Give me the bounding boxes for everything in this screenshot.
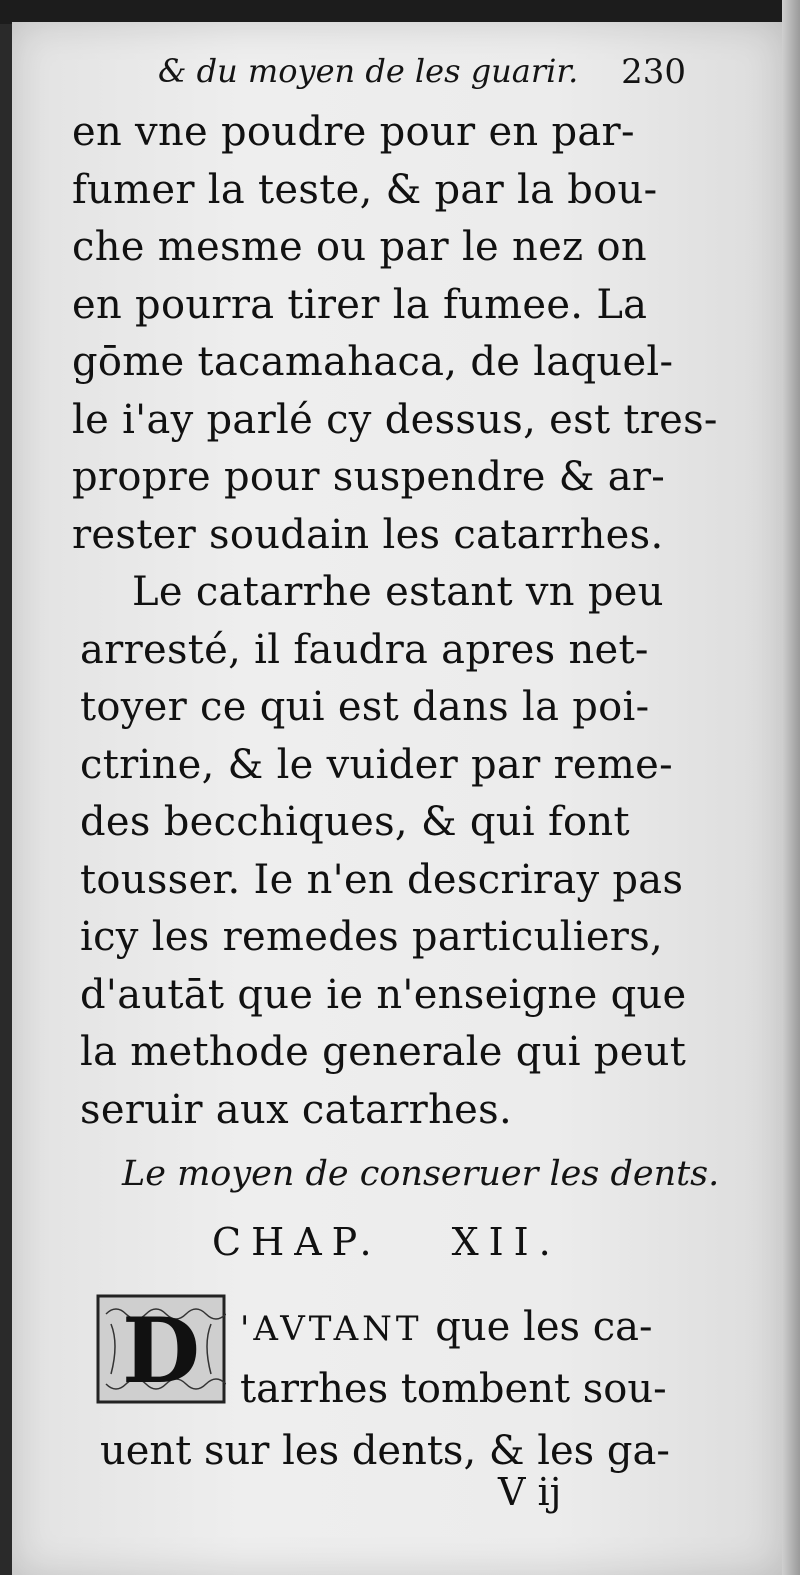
text-line: seruir aux catarrhes. <box>80 1086 512 1133</box>
smallcaps-opening: 'AVTANT <box>240 1309 423 1349</box>
section-heading: Le moyen de conseruer les dents. <box>122 1154 720 1194</box>
paragraph-2 <box>72 564 722 1139</box>
text-line: en vne poudre pour en par- <box>72 109 635 155</box>
body-text <box>72 104 722 1139</box>
text-line: che mesme ou par le nez on <box>72 224 647 270</box>
text-line <box>100 1296 750 1358</box>
text-line: toyer ce qui est dans la poi- <box>80 684 650 730</box>
chapter-word: CHAP. <box>212 1220 382 1264</box>
text-line: le i'ay parlé cy dessus, est tres- <box>72 396 718 443</box>
chapter-number: XII. <box>451 1220 561 1264</box>
svg-text:D: D <box>121 1298 201 1404</box>
running-title: & du moyen de les guarir. <box>158 52 579 90</box>
text-line: Le catarrhe estant vn peu <box>132 569 664 615</box>
text-line: uent sur les dents, & les ga- <box>100 1428 670 1474</box>
text-line: d'autāt que ie n'enseigne que <box>80 971 687 1018</box>
text-line: ctrine, & le vuider par reme- <box>80 741 673 788</box>
text-line: en pourra tirer la fumee. La <box>72 281 648 328</box>
text-line: propre pour suspendre & ar- <box>72 454 666 500</box>
page-number: 230 <box>621 52 686 92</box>
paragraph-1 <box>72 104 722 564</box>
text-line: rester soudain les catarrhes. <box>72 511 664 558</box>
text-line: arresté, il faudra apres net- <box>80 626 649 673</box>
page-right-edge <box>782 0 800 1575</box>
page-top-edge <box>0 0 800 24</box>
text-line: gōme tacamahaca, de laquel- <box>72 339 674 385</box>
signature-mark: V ij <box>498 1470 562 1514</box>
text-line: fumer la teste, & par la bou- <box>72 166 658 213</box>
text-line: tousser. Ie n'en descriray pas <box>80 856 684 903</box>
text-line: icy les remedes particuliers, <box>80 914 664 960</box>
text-fragment: que les ca- <box>422 1304 653 1350</box>
running-header <box>158 52 698 90</box>
text-line: des becchiques, & qui font <box>80 799 630 845</box>
chapter-label <box>212 1220 712 1264</box>
text-line: tarrhes tombent sou- <box>240 1366 667 1412</box>
paragraph-3 <box>100 1296 750 1482</box>
text-line: la methode generale qui peut <box>80 1029 687 1075</box>
